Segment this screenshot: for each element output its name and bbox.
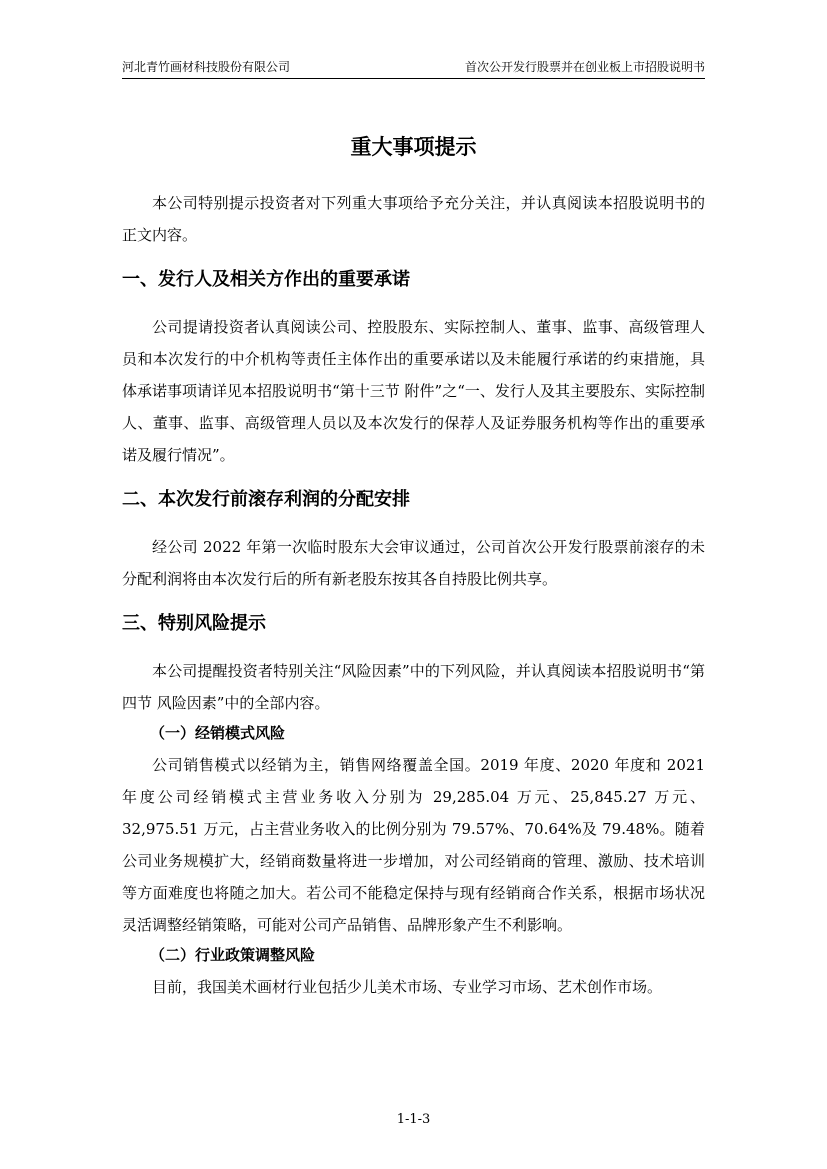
section-2-heading: 二、本次发行前滚存利润的分配安排	[122, 489, 410, 510]
subsection-policy-risk-heading: （二）行业政策调整风险	[150, 946, 316, 964]
section-2-paragraph: 经公司 2022 年第一次临时股东大会审议通过，公司首次公开发行股票前滚存的未分配利润将由本次发行后的所有新老股东按其各自持股比例共享。	[122, 538, 705, 588]
page-header	[122, 60, 705, 79]
section-1-paragraph: 公司提请投资者认真阅读公司、控股股东、实际控制人、董事、监事、高级管理人员和本次发行的中介机构等责任主体作出的重要承诺以及未能履行承诺的约束措施，具体承诺事项请详见本招股说明书“第十三节 附件”之“一、发行人及其主要股东、实际控制人、董事、监事、高级管理人员以及本次发行的保荐人及证券服务机构等作出的重要承诺及履行情况”。	[122, 318, 705, 464]
section-1-heading: 一、发行人及相关方作出的重要承诺	[122, 269, 410, 290]
page-title: 重大事项提示	[350, 135, 477, 159]
main-content	[122, 132, 705, 1003]
subsection-policy-risk-paragraph: 目前，我国美术画材行业包括少儿美术市场、专业学习市场、艺术创作市场。	[152, 978, 663, 996]
intro-paragraph: 本公司特别提示投资者对下列重大事项给予充分关注，并认真阅读本招股说明书的正文内容。	[122, 194, 705, 244]
header-company-name: 河北青竹画材科技股份有限公司	[122, 60, 291, 74]
section-3-paragraph: 本公司提醒投资者特别关注“风险因素”中的下列风险，并认真阅读本招股说明书“第四节 风险因素”中的全部内容。	[122, 662, 705, 712]
subsection-distribution-risk-paragraph: 公司销售模式以经销为主，销售网络覆盖全国。2019 年度、2020 年度和 2021 年度公司经销模式主营业务收入分别为 29,285.04 万元、25,845.27 万元、32,975.51 万元，占主营业务收入的比例分别为 79.57%、70.64%及 79.48%。随着公司业务规模扩大，经销商数量将进一步增加，对公司经销商的管理、激励、技术培训等方面难度也将随之加大。若公司不能稳定保持与现有经销商合作关系，根据市场状况灵活调整经销策略，可能对公司产品销售、品牌形象产生不利影响。	[122, 756, 705, 934]
page-number: 1-1-3	[396, 1112, 431, 1127]
header-document-title: 首次公开发行股票并在创业板上市招股说明书	[464, 60, 705, 74]
subsection-distribution-risk-heading: （一）经销模式风险	[150, 724, 286, 742]
section-3-heading: 三、特别风险提示	[122, 613, 266, 634]
